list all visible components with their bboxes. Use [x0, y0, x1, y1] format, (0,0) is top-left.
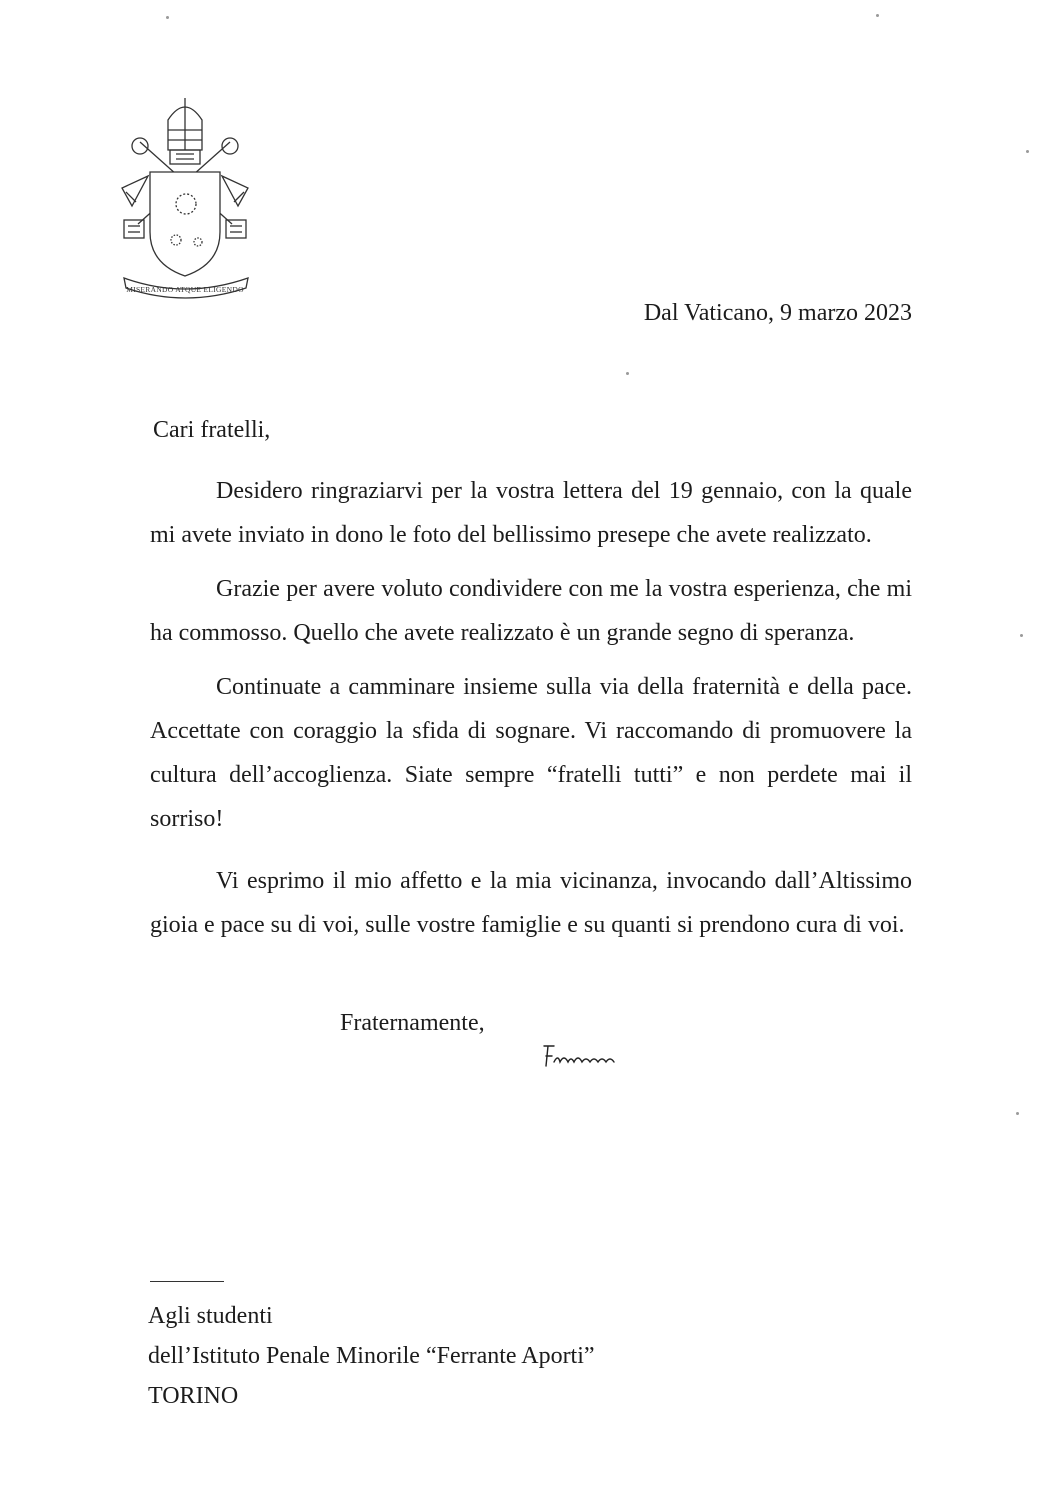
- recipient-line: dell’Istituto Penale Minorile “Ferrante Aporti”: [148, 1343, 595, 1369]
- closing: Fraternamente,: [340, 1010, 485, 1036]
- recipient-line: Agli studenti: [148, 1303, 273, 1329]
- letter-date: Dal Vaticano, 9 marzo 2023: [643, 300, 912, 326]
- salutation: Cari fratelli,: [153, 417, 271, 443]
- scan-speck: [876, 14, 879, 17]
- paragraph: Continuate a camminare insieme sulla via della fraternità e della pace. Accettate con coraggio la sfida di sognare. Vi raccomando di promuovere la cultura dell’accoglienza. Siate sempre “fratelli tutti” e non perdete mai il sorriso!: [150, 674, 912, 832]
- paragraph: Vi esprimo il mio affetto e la mia vicinanza, invocando dall’Altissimo gioia e pace su di voi, sulle vostre famiglie e su quanti si prendono cura di voi.: [150, 868, 912, 938]
- recipient-line: TORINO: [148, 1383, 239, 1409]
- scan-speck: [1016, 1112, 1019, 1115]
- scan-speck: [626, 372, 629, 375]
- recipient-block: [148, 1296, 595, 1416]
- papal-coat-of-arms-icon: [110, 92, 260, 302]
- scan-speck: [1020, 634, 1023, 637]
- coat-of-arms-motto: MISERANDO ATQUE ELIGENDO: [126, 285, 244, 294]
- paragraph: Desidero ringraziarvi per la vostra lettera del 19 gennaio, con la quale mi avete inviato in dono le foto del bellissimo presepe che avete realizzato.: [150, 478, 912, 548]
- handwritten-signature: [538, 1040, 622, 1072]
- letter-body: [150, 469, 912, 957]
- divider-line: [150, 1281, 224, 1282]
- scan-speck: [1026, 150, 1029, 153]
- paragraph: Grazie per avere voluto condividere con me la vostra esperienza, che mi ha commosso. Quello che avete realizzato è un grande segno di speranza.: [150, 576, 912, 646]
- scan-speck: [166, 16, 169, 19]
